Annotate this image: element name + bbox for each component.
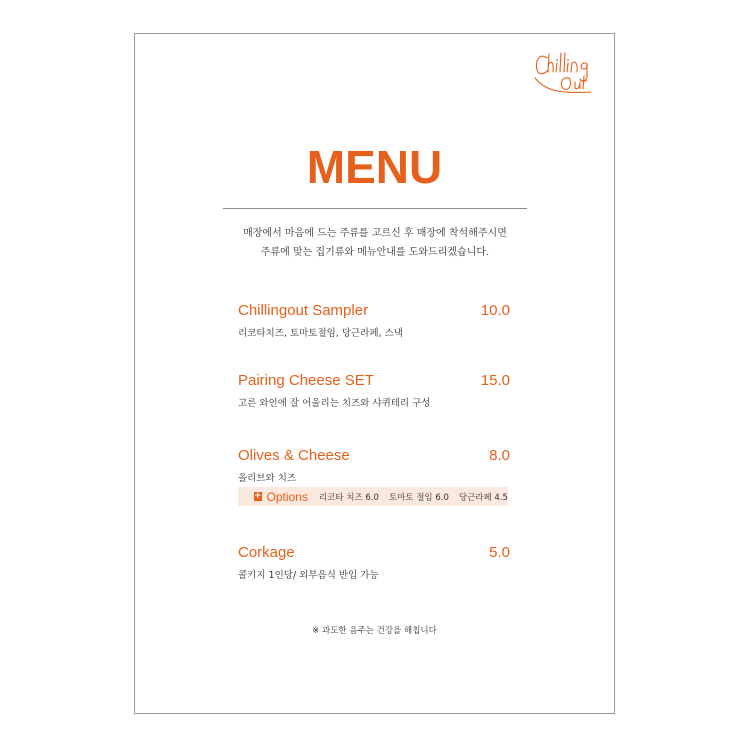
menu-item-desc: 올리브와 치즈 bbox=[238, 473, 297, 484]
menu-item-price: 8.0 bbox=[489, 447, 510, 464]
menu-item-price: 5.0 bbox=[489, 544, 510, 561]
footnote: ※ 과도한 음주는 건강을 해칩니다 bbox=[312, 626, 437, 636]
menu-item-name: Corkage bbox=[238, 544, 295, 561]
menu-item-price: 15.0 bbox=[480, 372, 510, 389]
menu-title: MENU bbox=[306, 141, 443, 193]
option-value: 당근라페 4.5 bbox=[458, 492, 508, 503]
menu-card bbox=[134, 33, 615, 714]
options-bar bbox=[238, 487, 508, 506]
menu-item-desc: 리코타치즈, 토마토절임, 당근라페, 스낵 bbox=[238, 328, 403, 339]
menu-item bbox=[238, 447, 510, 484]
intro-line-2: 주류에 맞는 집기류와 메뉴안내를 도와드리겠습니다. bbox=[260, 247, 490, 258]
intro-text bbox=[175, 224, 575, 262]
title-divider bbox=[223, 208, 527, 209]
options-label: Options bbox=[266, 489, 308, 504]
menu-item bbox=[238, 372, 510, 409]
menu-item-desc: 고른 와인에 잘 어울리는 치즈와 샤퀴테리 구성 bbox=[238, 398, 431, 409]
menu-item-name: Pairing Cheese SET bbox=[238, 372, 374, 389]
menu-item-name: Olives & Cheese bbox=[238, 447, 350, 464]
option-value: 리코타 치즈 6.0 bbox=[318, 492, 379, 503]
intro-line-1: 매장에서 마음에 드는 주류를 고르신 후 매장에 착석해주시면 bbox=[243, 228, 507, 239]
menu-item-price: 10.0 bbox=[480, 302, 510, 319]
plus-icon: + bbox=[254, 491, 262, 501]
menu-item-desc: 콜키지 1인당/ 외부음식 반입 가능 bbox=[238, 570, 379, 581]
menu-item bbox=[238, 544, 510, 581]
chilling-out-logo bbox=[533, 48, 595, 100]
option-value: 토마토 절임 6.0 bbox=[388, 492, 449, 503]
menu-item-name: Chillingout Sampler bbox=[238, 302, 369, 319]
menu-item bbox=[238, 302, 510, 339]
